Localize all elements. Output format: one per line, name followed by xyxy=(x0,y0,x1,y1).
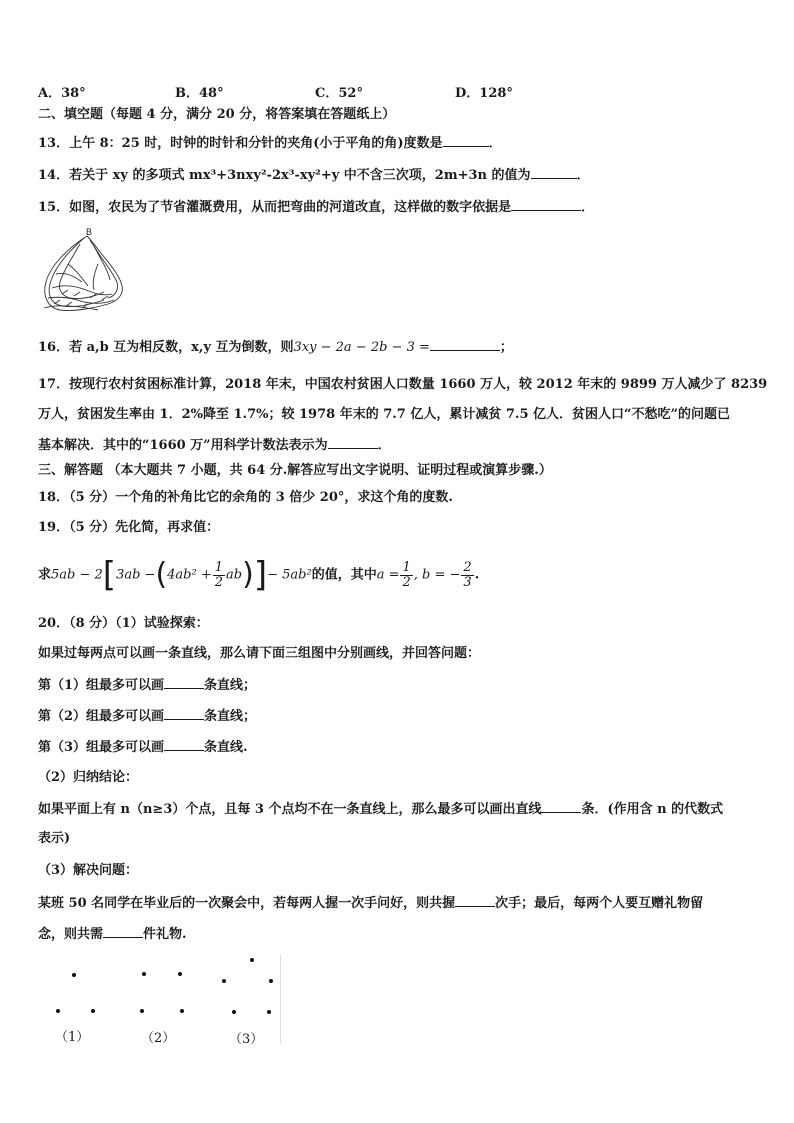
q19-term: ab xyxy=(226,567,243,583)
question-20-group3: 第（3）组最多可以画 条直线. xyxy=(38,740,248,755)
q16-end: ； xyxy=(499,340,513,355)
fraction-two-thirds: $\frac{2}{3}$ xyxy=(463,559,472,590)
answer-blank[interactable] xyxy=(164,707,204,720)
question-20-part2-head: （2）归纳结论： xyxy=(38,770,139,785)
question-17-line2: 万人，贫困发生率由 1．2%降至 1.7%；较 1978 年末的 7.7 亿人，累计减贫 7.5 亿人．贫困人口“不愁吃”的问题已 xyxy=(38,407,730,422)
figure-label-3: （3） xyxy=(229,1032,264,1047)
answer-blank[interactable] xyxy=(328,436,378,449)
option-b: B．48° xyxy=(175,86,224,101)
answer-blank[interactable] xyxy=(455,894,495,907)
answer-blank[interactable] xyxy=(511,198,581,211)
figure-label-1: （1） xyxy=(55,1030,90,1045)
point-dot xyxy=(267,1010,271,1014)
figure-label-2: （2） xyxy=(141,1031,176,1046)
point-dot xyxy=(142,972,146,976)
answer-blank[interactable] xyxy=(103,925,143,938)
river-figure xyxy=(38,224,130,320)
q19-term: 4ab² + xyxy=(167,567,212,583)
left-square-bracket: [ xyxy=(102,555,117,595)
q13-text: 13．上午 8：25 时，时钟的时针和分针的夹角(小于平角的角)度数是 xyxy=(38,136,443,151)
fraction-one-half: $\frac{1}{2}$ xyxy=(402,559,411,590)
q16-expression: 3xy − 2a − 2b − 3 = xyxy=(293,340,430,355)
question-20-intro: 如果过每两点可以画一条直线，那么请下面三组图中分别画线，并回答问题： xyxy=(38,646,481,661)
q19-a-equals: a = xyxy=(376,567,400,583)
answer-blank[interactable] xyxy=(531,166,577,179)
q19-term: − 5ab² xyxy=(267,567,312,583)
question-20-part2: 如果平面上有 n（n≥3）个点，且每 3 个点均不在一条直线上，那么最多可以画出直线 条．(作用含 n 的代数式 xyxy=(38,802,724,817)
question-20-group2: 第（2）组最多可以画 条直线； xyxy=(38,709,257,724)
question-20-part3: 某班 50 名同学在毕业后的一次聚会中，若每两人握一次手问好，则共握 次手；最后，每两个人要互赠礼物留 xyxy=(38,896,704,911)
q14-end: ． xyxy=(576,168,590,183)
point-dot xyxy=(269,979,273,983)
point-dot xyxy=(72,973,76,977)
right-paren: ) xyxy=(242,557,254,592)
q19-mid: 的值，其中 xyxy=(311,567,377,583)
section3-title: 三、解答题 （本大题共 7 小题，共 64 分.解答应写出文字说明、证明过程或演算步骤.） xyxy=(38,463,552,478)
point-dot xyxy=(140,1009,144,1013)
q19-term: 3ab − xyxy=(116,567,156,583)
figure-border xyxy=(280,955,281,1043)
question-20-group1: 第（1）组最多可以画 条直线； xyxy=(38,678,257,693)
question-19-expression xyxy=(38,555,480,595)
answer-blank[interactable] xyxy=(443,134,489,147)
option-a: A．38° xyxy=(38,86,86,101)
q15-text: 15．如图，农民为了节省灌溉费用，从而把弯曲的河道改直，这样做的数字依据是 xyxy=(38,200,512,215)
question-19-head: 19．（5 分）先化简，再求值： xyxy=(38,520,220,535)
question-16 xyxy=(38,338,513,357)
question-18: 18．（5 分）一个角的补角比它的余角的 3 倍少 20°，求这个角的度数. xyxy=(38,490,453,505)
point-dot xyxy=(222,979,226,983)
question-20-part2-line2: 表示) xyxy=(38,831,71,846)
question-20-part3-head: （3）解决问题： xyxy=(38,863,139,878)
question-17-line3 xyxy=(38,436,391,455)
left-paren: ( xyxy=(155,557,168,592)
q19-end: . xyxy=(474,567,480,583)
point-dot xyxy=(56,1009,60,1013)
question-20-part3-line2: 念，则共需 件礼物. xyxy=(38,927,187,942)
question-17-line1: 17．按现行农村贫困标准计算，2018 年末，中国农村贫困人口数量 1660 万人，较 2012 年末的 9899 万人减少了 8239 xyxy=(38,377,768,392)
right-square-bracket: ] xyxy=(253,555,268,595)
answer-blank[interactable] xyxy=(164,676,204,689)
q16-text: 16．若 a,b 互为相反数，x,y 互为倒数，则 xyxy=(38,340,294,355)
point-dot xyxy=(250,958,254,962)
figure-label-b: B xyxy=(86,227,93,237)
q19-term: 5ab − 2 xyxy=(51,567,103,583)
answer-blank[interactable] xyxy=(164,738,204,751)
fraction-one-half: $\frac{1}{2}$ xyxy=(214,559,224,590)
question-13 xyxy=(38,134,502,153)
point-dot xyxy=(180,1009,184,1013)
question-20-head: 20．（8 分）（1）试验探索： xyxy=(38,616,209,631)
point-dot xyxy=(91,1009,95,1013)
q13-end: ． xyxy=(488,136,502,151)
point-dot xyxy=(178,972,182,976)
q15-end: ． xyxy=(581,200,595,215)
q17-text: 基本解决．其中的“1660 万”用科学计数法表示为 xyxy=(38,438,328,453)
answer-blank[interactable] xyxy=(430,338,500,351)
question-14 xyxy=(38,166,590,185)
answer-blank[interactable] xyxy=(541,800,581,813)
q19-prefix: 求 xyxy=(38,567,52,583)
q17-end: ． xyxy=(377,438,391,453)
option-c: C．52° xyxy=(315,86,363,101)
q19-b-equals: , b = − xyxy=(413,567,461,583)
option-d: D．128° xyxy=(455,86,513,101)
q14-text: 14．若关于 xy 的多项式 mx³+3nxy²-2x³-xy²+y 中不含三次项，2m+3n 的值为 xyxy=(38,168,531,183)
question-15 xyxy=(38,198,594,217)
section2-title: 二、填空题（每题 4 分，满分 20 分，将答案填在答题纸上） xyxy=(38,107,396,122)
point-dot xyxy=(232,1010,236,1014)
